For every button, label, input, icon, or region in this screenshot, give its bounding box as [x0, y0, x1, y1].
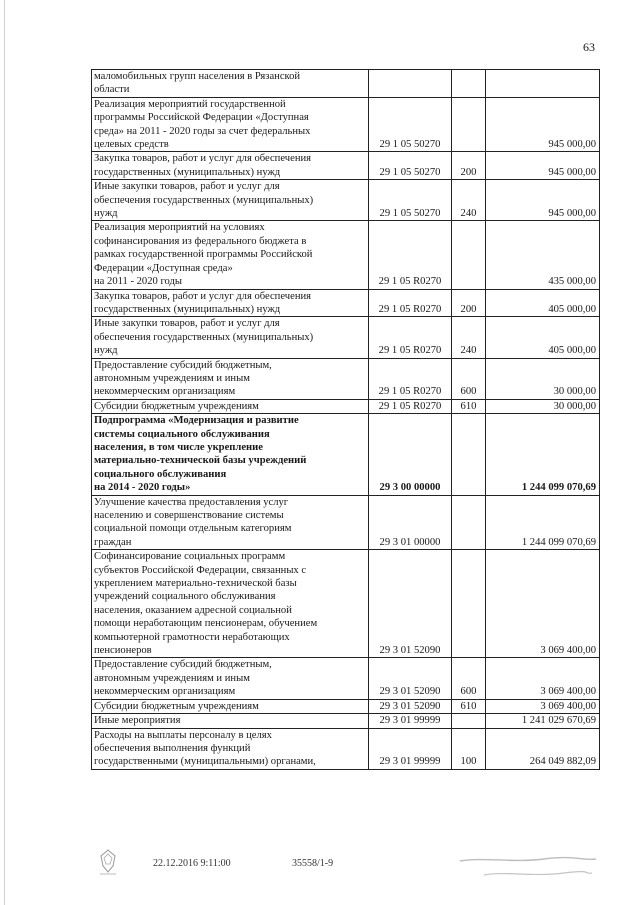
row-amount: 30 000,00	[486, 358, 600, 399]
row-name: Предоставление субсидий бюджетным, автономным учреждениям и иным некоммерческим организациям	[92, 358, 369, 399]
table-row	[92, 495, 600, 550]
row-expense-type: 200	[452, 289, 486, 317]
row-expense-type	[452, 414, 486, 495]
row-target-code: 29 1 05 R0270	[369, 399, 452, 413]
table-row	[92, 221, 600, 289]
row-target-code: 29 1 05 R0270	[369, 317, 452, 358]
row-target-code	[369, 70, 452, 98]
row-expense-type: 600	[452, 658, 486, 699]
row-name: Субсидии бюджетным учреждениям	[92, 399, 369, 413]
footer-date: 22.12.2016 9:11:00	[153, 858, 231, 869]
row-amount: 1 244 099 070,69	[486, 414, 600, 495]
row-target-code: 29 3 01 99999	[369, 714, 452, 728]
row-target-code: 29 3 00 00000	[369, 414, 452, 495]
table-row	[92, 699, 600, 713]
row-expense-type: 600	[452, 358, 486, 399]
table-row	[92, 97, 600, 152]
page-number: 63	[583, 40, 595, 54]
row-target-code: 29 3 01 52090	[369, 699, 452, 713]
row-name: Подпрограмма «Модернизация и развитие системы социального обслуживания населения, в том числе укрепление материально-технической базы учреждений социального обслуживания на 2014 - 2020 годы»	[92, 414, 369, 495]
row-amount: 945 000,00	[486, 97, 600, 152]
table-row	[92, 399, 600, 413]
row-amount: 30 000,00	[486, 399, 600, 413]
row-expense-type: 610	[452, 699, 486, 713]
table-row	[92, 714, 600, 728]
row-target-code: 29 1 05 50270	[369, 97, 452, 152]
table-row	[92, 358, 600, 399]
row-target-code: 29 3 01 52090	[369, 658, 452, 699]
row-expense-type	[452, 97, 486, 152]
row-target-code: 29 1 05 R0270	[369, 358, 452, 399]
row-target-code: 29 1 05 50270	[369, 152, 452, 180]
row-amount: 1 244 099 070,69	[486, 495, 600, 550]
table-row	[92, 550, 600, 658]
footer-doc-code: 35558/1-9	[292, 858, 334, 869]
row-name: Иные закупки товаров, работ и услуг для обеспечения государственных (муниципальных) нужд	[92, 317, 369, 358]
row-expense-type	[452, 495, 486, 550]
row-target-code: 29 1 05 R0270	[369, 289, 452, 317]
row-name: Реализация мероприятий на условиях софинансирования из федерального бюджета в рамках государственной программы Российской Федерации «Доступная среда» на 2011 - 2020 годы	[92, 221, 369, 289]
row-amount: 945 000,00	[486, 180, 600, 221]
row-name: Закупка товаров, работ и услуг для обеспечения государственных (муниципальных) нужд	[92, 152, 369, 180]
row-name: Реализация мероприятий государственной программы Российской Федерации «Доступная среда» на 2011 - 2020 годы за счет федеральных целевых средств	[92, 97, 369, 152]
row-amount: 3 069 400,00	[486, 699, 600, 713]
row-amount: 3 069 400,00	[486, 550, 600, 658]
row-target-code: 29 1 05 R0270	[369, 221, 452, 289]
row-target-code: 29 3 01 00000	[369, 495, 452, 550]
row-expense-type: 240	[452, 180, 486, 221]
row-amount: 3 069 400,00	[486, 658, 600, 699]
table-row	[92, 728, 600, 769]
row-amount: 945 000,00	[486, 152, 600, 180]
row-expense-type: 610	[452, 399, 486, 413]
row-expense-type	[452, 221, 486, 289]
page-edge-line	[4, 0, 5, 905]
row-amount	[486, 70, 600, 98]
row-expense-type	[452, 550, 486, 658]
registration-stamp	[454, 853, 602, 883]
row-name: Закупка товаров, работ и услуг для обеспечения государственных (муниципальных) нужд	[92, 289, 369, 317]
table-row	[92, 414, 600, 495]
table-row	[92, 658, 600, 699]
row-name: Софинансирование социальных программ субъектов Российской Федерации, связанных с укреплением материально-технической базы учреждений социального обслуживания населения, оказанием адресной социальной помощи неработающим пенсионерам, обучением компьютерной грамотности неработающих пенсионеров	[92, 550, 369, 658]
table-row	[92, 317, 600, 358]
table-row	[92, 70, 600, 98]
row-amount: 264 049 882,09	[486, 728, 600, 769]
table-row	[92, 289, 600, 317]
row-expense-type: 100	[452, 728, 486, 769]
row-name: Расходы на выплаты персоналу в целях обеспечения выполнения функций государственными (муниципальными) органами,	[92, 728, 369, 769]
row-expense-type	[452, 714, 486, 728]
row-name: Улучшение качества предоставления услуг населению и совершенствование системы социальной помощи отдельным категориям граждан	[92, 495, 369, 550]
row-amount: 435 000,00	[486, 221, 600, 289]
row-name: маломобильных групп населения в Рязанской области	[92, 70, 369, 98]
row-target-code: 29 3 01 99999	[369, 728, 452, 769]
row-expense-type	[452, 70, 486, 98]
row-amount: 1 241 029 670,69	[486, 714, 600, 728]
row-amount: 405 000,00	[486, 317, 600, 358]
row-target-code: 29 3 01 52090	[369, 550, 452, 658]
table-row	[92, 180, 600, 221]
table-row	[92, 152, 600, 180]
row-name: Иные мероприятия	[92, 714, 369, 728]
row-target-code: 29 1 05 50270	[369, 180, 452, 221]
row-name: Иные закупки товаров, работ и услуг для обеспечения государственных (муниципальных) нужд	[92, 180, 369, 221]
emblem-icon	[95, 848, 121, 878]
row-expense-type: 240	[452, 317, 486, 358]
row-amount: 405 000,00	[486, 289, 600, 317]
row-expense-type: 200	[452, 152, 486, 180]
row-name: Предоставление субсидий бюджетным, автономным учреждениям и иным некоммерческим организациям	[92, 658, 369, 699]
row-name: Субсидии бюджетным учреждениям	[92, 699, 369, 713]
budget-table	[91, 69, 600, 770]
